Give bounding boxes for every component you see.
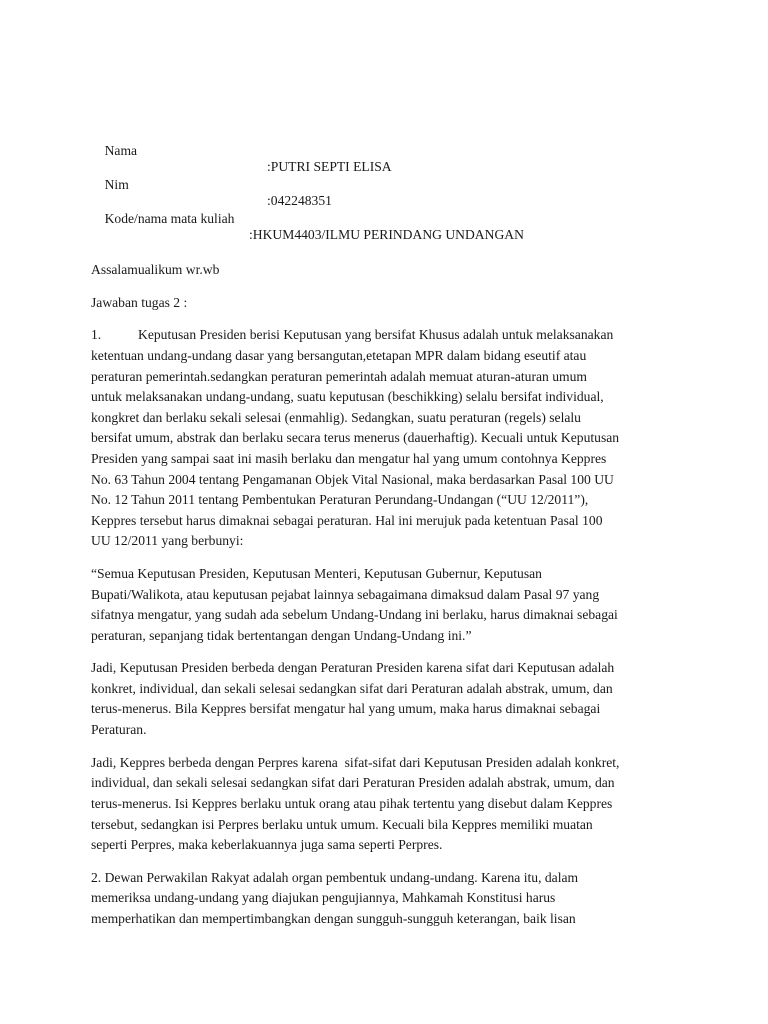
- quote-line: sifatnya mengatur, yang sudah ada sebelum Undang-Undang ini berlaku, harus dimaknai sebagai: [91, 607, 618, 622]
- p1-number: 1.: [91, 327, 102, 342]
- p1-line: kongkret dan berlaku sekali selesai (enmahlig). Sedangkan, suatu peraturan (regels) selalu: [91, 410, 581, 425]
- p2-line: Peraturan.: [91, 722, 147, 737]
- p2-line: konkret, individual, dan sekali selesai sedangkan sifat dari Peraturan adalah abstrak, umum, dan: [91, 681, 613, 696]
- greeting: Assalamualikum wr.wb: [91, 262, 220, 277]
- p3-line: tersebut, sedangkan isi Perpres berlaku untuk umum. Kecuali bila Keppres memiliki muatan: [91, 817, 593, 832]
- quote-line: “Semua Keputusan Presiden, Keputusan Menteri, Keputusan Gubernur, Keputusan: [91, 566, 542, 581]
- p2-line: Jadi, Keputusan Presiden berbeda dengan Peraturan Presiden karena sifat dari Keputusan adalah: [91, 660, 615, 675]
- subtitle: Jawaban tugas 2 :: [91, 295, 188, 310]
- p4-line: memperhatikan dan mempertimbangkan dengan sungguh-sungguh keterangan, baik lisan: [91, 911, 576, 926]
- p3-line: seperti Perpres, maka keberlakuannya juga sama seperti Perpres.: [91, 837, 443, 852]
- name-value: :PUTRI SEPTI ELISA: [267, 159, 392, 174]
- nim-value: :042248351: [267, 193, 332, 208]
- p1-line: untuk melaksanakan undang-undang, suatu keputusan (beschikking) selalu bersifat individual,: [91, 389, 604, 404]
- course-label: Kode/nama mata kuliah: [104, 211, 235, 226]
- p3-line: Jadi, Keppres berbeda dengan Perpres karena sifat-sifat dari Keputusan Presiden adalah konkret,: [91, 755, 620, 770]
- p1-line: No. 63 Tahun 2004 tentang Pengamanan Objek Vital Nasional, maka berdasarkan Pasal 100 UU: [91, 472, 614, 487]
- p1-line: Presiden yang sampai saat ini masih berlaku dan mengatur hal yang umum contohnya Keppres: [91, 451, 607, 466]
- p1-line: bersifat umum, abstrak dan berlaku secara terus menerus (dauerhaftig). Kecuali untuk Keputusan: [91, 430, 620, 445]
- course-value: :HKUM4403/ILMU PERINDANG UNDANGAN: [249, 227, 524, 242]
- quote-line: peraturan, sepanjang tidak bertentangan dengan Undang-Undang ini.”: [91, 628, 472, 643]
- p1-line: ketentuan undang-undang dasar yang bersangutan,etetapan MPR dalam bidang eseutif atau: [91, 348, 587, 363]
- name-label: Nama: [104, 143, 138, 158]
- p4-line: memeriksa undang-undang yang diajukan pengujiannya, Mahkamah Konstitusi harus: [91, 890, 556, 905]
- nim-label: Nim: [104, 177, 129, 192]
- p4-line: 2. Dewan Perwakilan Rakyat adalah organ pembentuk undang-undang. Karena itu, dalam: [91, 870, 579, 885]
- p1-line: peraturan pemerintah.sedangkan peraturan pemerintah adalah memuat aturan-aturan umum: [91, 369, 587, 384]
- p3-line: individual, dan sekali selesai sedangkan sifat dari Peraturan Presiden adalah abstrak, umum, dan: [91, 775, 615, 790]
- p1-line: Keputusan Presiden berisi Keputusan yang bersifat Khusus adalah untuk melaksanakan: [138, 327, 614, 342]
- p1-line: UU 12/2011 yang berbunyi:: [91, 533, 244, 548]
- p3-line: terus-menerus. Isi Keppres berlaku untuk orang atau pihak tertentu yang disebut dalam Keppres: [91, 796, 613, 811]
- p1-line: No. 12 Tahun 2011 tentang Pembentukan Peraturan Perundang-Undangan (“UU 12/2011”),: [91, 492, 589, 507]
- p2-line: terus-menerus. Bila Keppres bersifat mengatur hal yang umum, maka harus dimaknai sebagai: [91, 701, 601, 716]
- quote-line: Bupati/Walikota, atau keputusan pejabat lainnya sebagaimana dimaksud dalam Pasal 97 yang: [91, 587, 600, 602]
- p1-line: Keppres tersebut harus dimaknai sebagai peraturan. Hal ini merujuk pada ketentuan Pasal 100: [91, 513, 603, 528]
